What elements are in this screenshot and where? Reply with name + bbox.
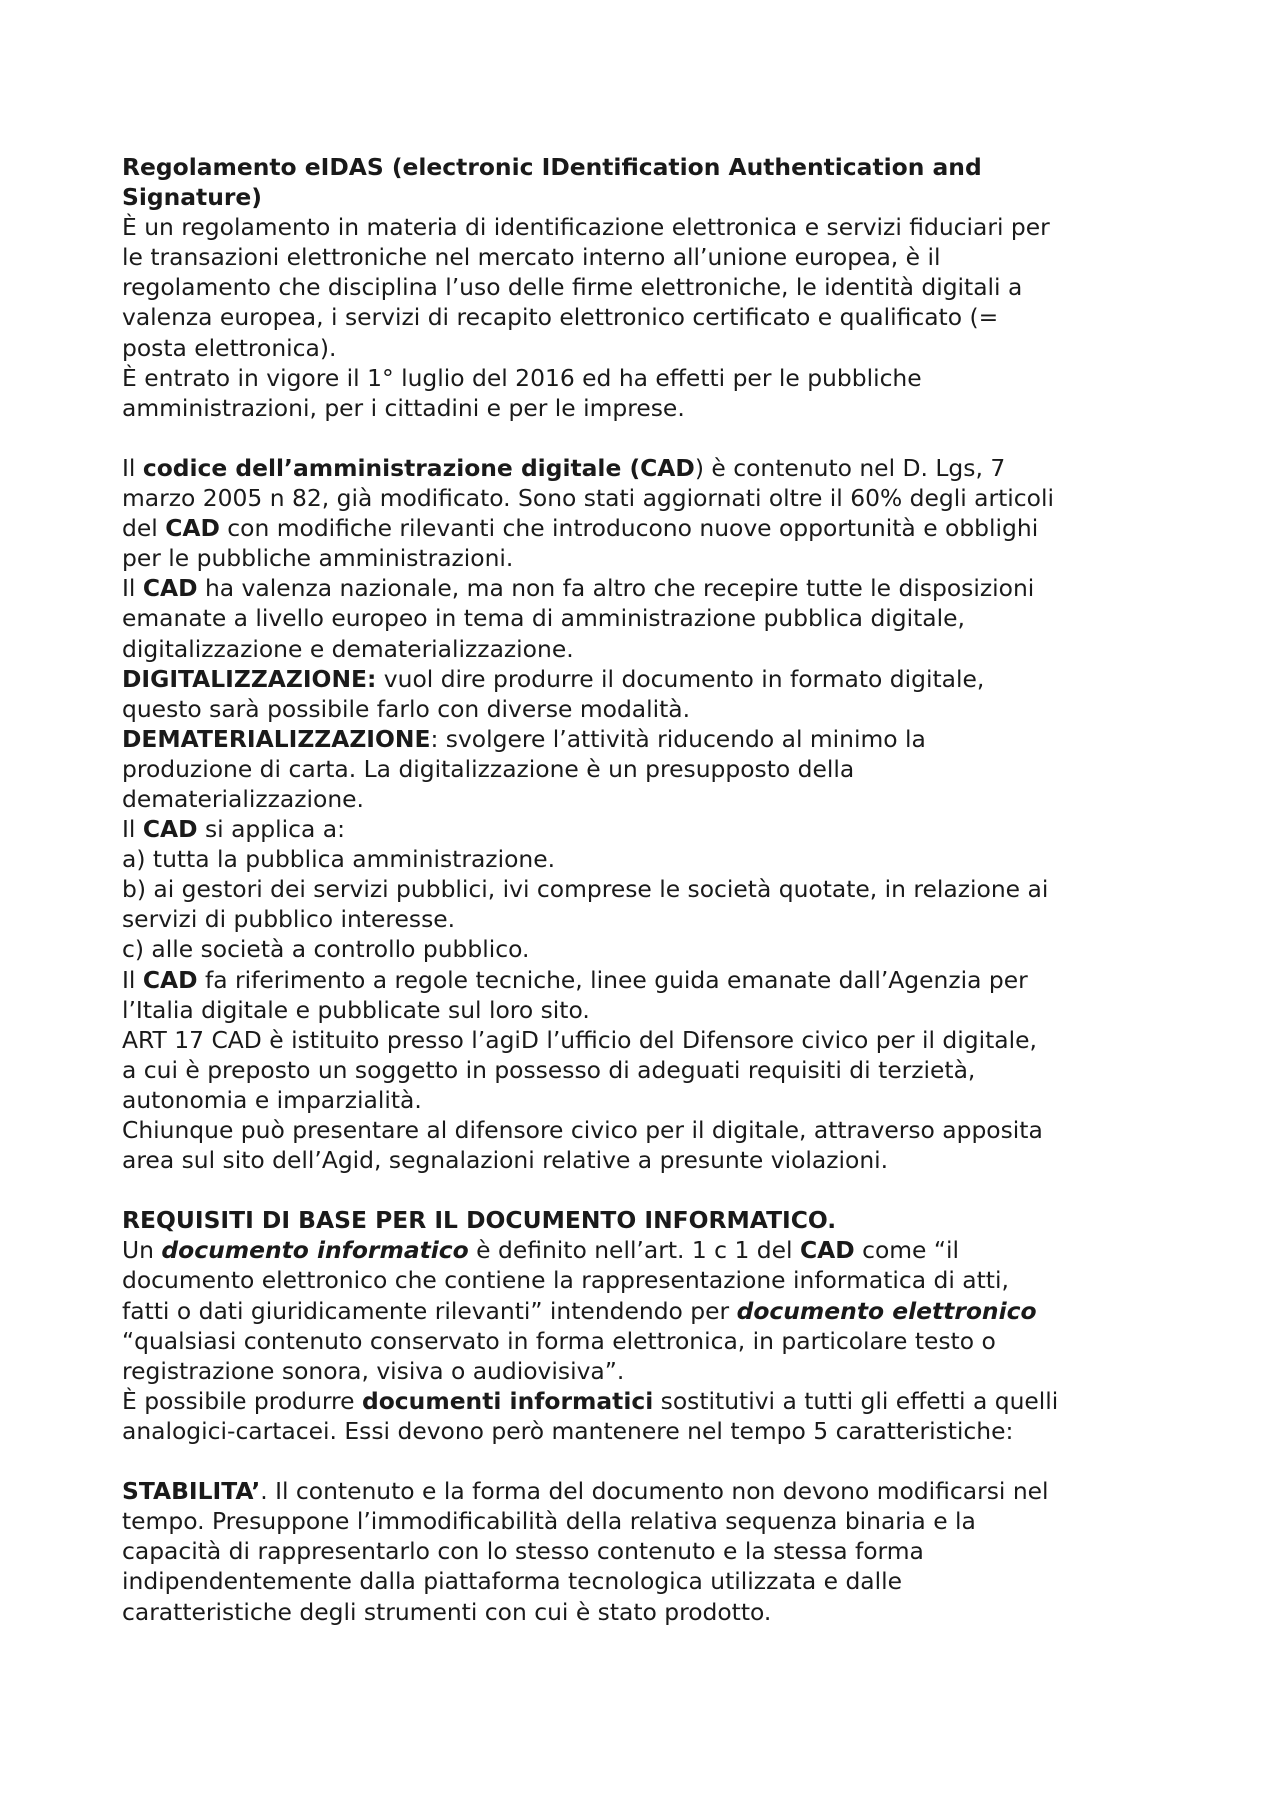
text-run: produzione di carta. La digitalizzazione è un presupposto della: [122, 754, 855, 783]
text-run: documento informatico: [161, 1236, 469, 1265]
eidas-definition-line: [122, 333, 1172, 363]
requisiti-heading: [122, 1205, 1172, 1235]
requisiti-heading-line: [122, 1205, 1172, 1235]
text-run: emanate a livello europeo in tema di amministrazione pubblica digitale,: [122, 604, 965, 633]
text-run: DIGITALIZZAZIONE:: [122, 664, 377, 693]
eidas-definition: [122, 212, 1172, 362]
difensore-line: [122, 1115, 1172, 1145]
text-run: sostitutivi a tutti gli effetti a quelli: [653, 1386, 1059, 1415]
text-run: Il: [122, 815, 143, 844]
gap-1: [122, 423, 1172, 453]
text-run: Chiunque può presentare al difensore civico per il digitale, attraverso apposita: [122, 1116, 1043, 1144]
dematerializzazione-line: [122, 784, 1172, 814]
eidas-definition-line: [122, 302, 1172, 332]
cad-scope: [122, 814, 1172, 964]
documenti-sostitutivi-line: [122, 1416, 1172, 1446]
stabilita-line: [122, 1536, 1172, 1566]
difensore-line: [122, 1145, 1172, 1175]
text-run: ART 17 CAD è istituito presso l’agiD l’ufficio del Difensore civico per il digitale,: [122, 1025, 1037, 1054]
text-run: amministrazioni, per i cittadini e per le imprese.: [122, 393, 685, 422]
text-run: È entrato in vigore il 1° luglio del 2016 ed ha effetti per le pubbliche: [122, 363, 922, 392]
text-run: codice dell’amministrazione digitale (CAD: [142, 453, 695, 482]
text-run: area sul sito dell’Agid, segnalazioni relative a presunte violazioni.: [122, 1146, 889, 1175]
text-run: È possibile produrre: [122, 1386, 362, 1415]
stabilita-line: [122, 1506, 1172, 1536]
text-run: CAD: [142, 815, 198, 844]
text-run: fa riferimento a regole tecniche, linee guida emanate dall’Agenzia per: [197, 965, 1028, 994]
text-run: Un: [122, 1236, 162, 1265]
text-run: documenti informatici: [361, 1386, 654, 1415]
text-run: DEMATERIALIZZAZIONE: [122, 724, 431, 753]
cad-scope-line: [122, 874, 1172, 904]
documenti-sostitutivi-line: [122, 1386, 1172, 1416]
eidas-definition-line: [122, 242, 1172, 272]
text-run: ) è contenuto nel D. Lgs, 7: [694, 453, 1006, 482]
digitalizzazione: [122, 664, 1172, 724]
text-run: regolamento che disciplina l’uso delle firme elettroniche, le identità digitali a: [122, 273, 1023, 302]
text-run: si applica a:: [197, 815, 345, 844]
text-run: è definito nell’art. 1 c 1 del: [468, 1236, 800, 1265]
text-run: c) alle società a controllo pubblico.: [122, 935, 530, 964]
cad-rules: [122, 965, 1172, 1025]
text-run: b) ai gestori dei servizi pubblici, ivi comprese le società quotate, in relazione ai: [122, 875, 1049, 904]
text-run: REQUISITI DI BASE PER IL DOCUMENTO INFORMATICO.: [122, 1206, 837, 1235]
stabilita-line: [122, 1476, 1172, 1506]
dematerializzazione: [122, 724, 1172, 814]
text-run: autonomia e imparzialità.: [122, 1085, 422, 1114]
cad-rules-line: [122, 965, 1172, 995]
cad-intro-line: [122, 453, 1172, 483]
difensore: [122, 1115, 1172, 1175]
text-run: CAD: [142, 965, 198, 994]
text-run: fatti o dati giuridicamente rilevanti” intendendo per: [122, 1296, 737, 1325]
cad-national: [122, 573, 1172, 663]
text-run: digitalizzazione e dematerializzazione.: [122, 634, 574, 663]
text-run: Il: [122, 965, 143, 994]
text-run: Signature): [122, 183, 262, 212]
text-run: Il: [122, 574, 143, 603]
text-run: È un regolamento in materia di identificazione elettronica e servizi fiduciari per: [122, 213, 1050, 242]
text-run: tempo. Presuppone l’immodificabilità della relativa sequenza binaria e la: [122, 1507, 976, 1536]
documento-informatico-line: [122, 1296, 1172, 1326]
cad-scope-line: [122, 904, 1172, 934]
digitalizzazione-line: [122, 694, 1172, 724]
cad-scope-line: [122, 844, 1172, 874]
cad-scope-line: [122, 934, 1172, 964]
eidas-date-line: [122, 393, 1172, 423]
text-run: l’Italia digitale e pubblicate sul loro sito.: [122, 995, 590, 1024]
text-run: analogici-cartacei. Essi devono però mantenere nel tempo 5 caratteristiche:: [122, 1416, 1014, 1445]
text-run: caratteristiche degli strumenti con cui è stato prodotto.: [122, 1597, 772, 1626]
eidas-title-line: [122, 182, 1172, 212]
text-run: STABILITA’: [122, 1477, 261, 1506]
documento-informatico: [122, 1235, 1172, 1385]
text-run: a cui è preposto un soggetto in possesso di adeguati requisiti di terzietà,: [122, 1055, 976, 1084]
eidas-date: [122, 363, 1172, 423]
text-run: servizi di pubblico interesse.: [122, 905, 456, 934]
gap-3: [122, 1446, 1172, 1476]
text-run: documento elettronico: [736, 1296, 1037, 1325]
dematerializzazione-line: [122, 724, 1172, 754]
text-run: valenza europea, i servizi di recapito elettronico certificato e qualificato (=: [122, 303, 999, 332]
text-run: ha valenza nazionale, ma non fa altro che recepire tutte le disposizioni: [197, 574, 1035, 603]
eidas-definition-line: [122, 272, 1172, 302]
text-run: con modifiche rilevanti che introducono nuove opportunità e obblighi: [219, 514, 1039, 543]
eidas-definition-line: [122, 212, 1172, 242]
art-17-line: [122, 1025, 1172, 1055]
document-body: [122, 152, 1172, 1627]
text-run: “qualsiasi contenuto conservato in forma elettronica, in particolare testo o: [122, 1326, 996, 1355]
eidas-title-line: [122, 152, 1172, 182]
text-run: dematerializzazione.: [122, 784, 364, 813]
text-run: CAD: [142, 574, 198, 603]
text-run: : svolgere l’attività riducendo al minimo la: [430, 724, 926, 753]
cad-national-line: [122, 634, 1172, 664]
stabilita-line: [122, 1597, 1172, 1627]
text-run: . Il contenuto e la forma del documento non devono modificarsi nel: [260, 1477, 1049, 1506]
text-run: CAD: [799, 1236, 855, 1265]
text-run: a) tutta la pubblica amministrazione.: [122, 845, 556, 874]
cad-national-line: [122, 573, 1172, 603]
documenti-sostitutivi: [122, 1386, 1172, 1446]
documento-informatico-line: [122, 1326, 1172, 1356]
text-run: come “il: [854, 1236, 959, 1265]
text-run: documento elettronico che contiene la rappresentazione informatica di atti,: [122, 1266, 1009, 1295]
text-run: capacità di rappresentarlo con lo stesso contenuto e la stessa forma: [122, 1537, 924, 1566]
art-17-line: [122, 1085, 1172, 1115]
text-run: Regolamento eIDAS (electronic IDentification Authentication and: [122, 153, 982, 181]
cad-intro-line: [122, 483, 1172, 513]
text-run: posta elettronica).: [122, 333, 337, 362]
cad-scope-line: [122, 814, 1172, 844]
text-run: Il: [122, 453, 143, 482]
documento-informatico-line: [122, 1235, 1172, 1265]
cad-national-line: [122, 603, 1172, 633]
dematerializzazione-line: [122, 754, 1172, 784]
art-17: [122, 1025, 1172, 1115]
text-run: registrazione sonora, visiva o audiovisiva”.: [122, 1356, 625, 1385]
text-run: per le pubbliche amministrazioni.: [122, 544, 514, 573]
text-run: CAD: [165, 514, 220, 543]
art-17-line: [122, 1055, 1172, 1085]
text-run: le transazioni elettroniche nel mercato interno all’unione europea, è il: [122, 243, 941, 272]
text-run: questo sarà possibile farlo con diverse modalità.: [122, 694, 691, 723]
eidas-date-line: [122, 363, 1172, 393]
eidas-title: [122, 152, 1172, 212]
gap-2: [122, 1175, 1172, 1205]
text-run: vuol dire produrre il documento in formato digitale,: [376, 664, 985, 693]
documento-informatico-line: [122, 1265, 1172, 1295]
stabilita: [122, 1476, 1172, 1626]
documento-informatico-line: [122, 1356, 1172, 1386]
cad-intro-line: [122, 543, 1172, 573]
cad-intro: [122, 453, 1172, 573]
stabilita-line: [122, 1566, 1172, 1596]
text-run: marzo 2005 n 82, già modificato. Sono stati aggiornati oltre il 60% degli articoli: [122, 484, 1054, 513]
cad-rules-line: [122, 995, 1172, 1025]
text-run: del: [122, 514, 166, 543]
digitalizzazione-line: [122, 664, 1172, 694]
cad-intro-line: [122, 513, 1172, 543]
text-run: indipendentemente dalla piattaforma tecnologica utilizzata e dalle: [122, 1567, 903, 1596]
